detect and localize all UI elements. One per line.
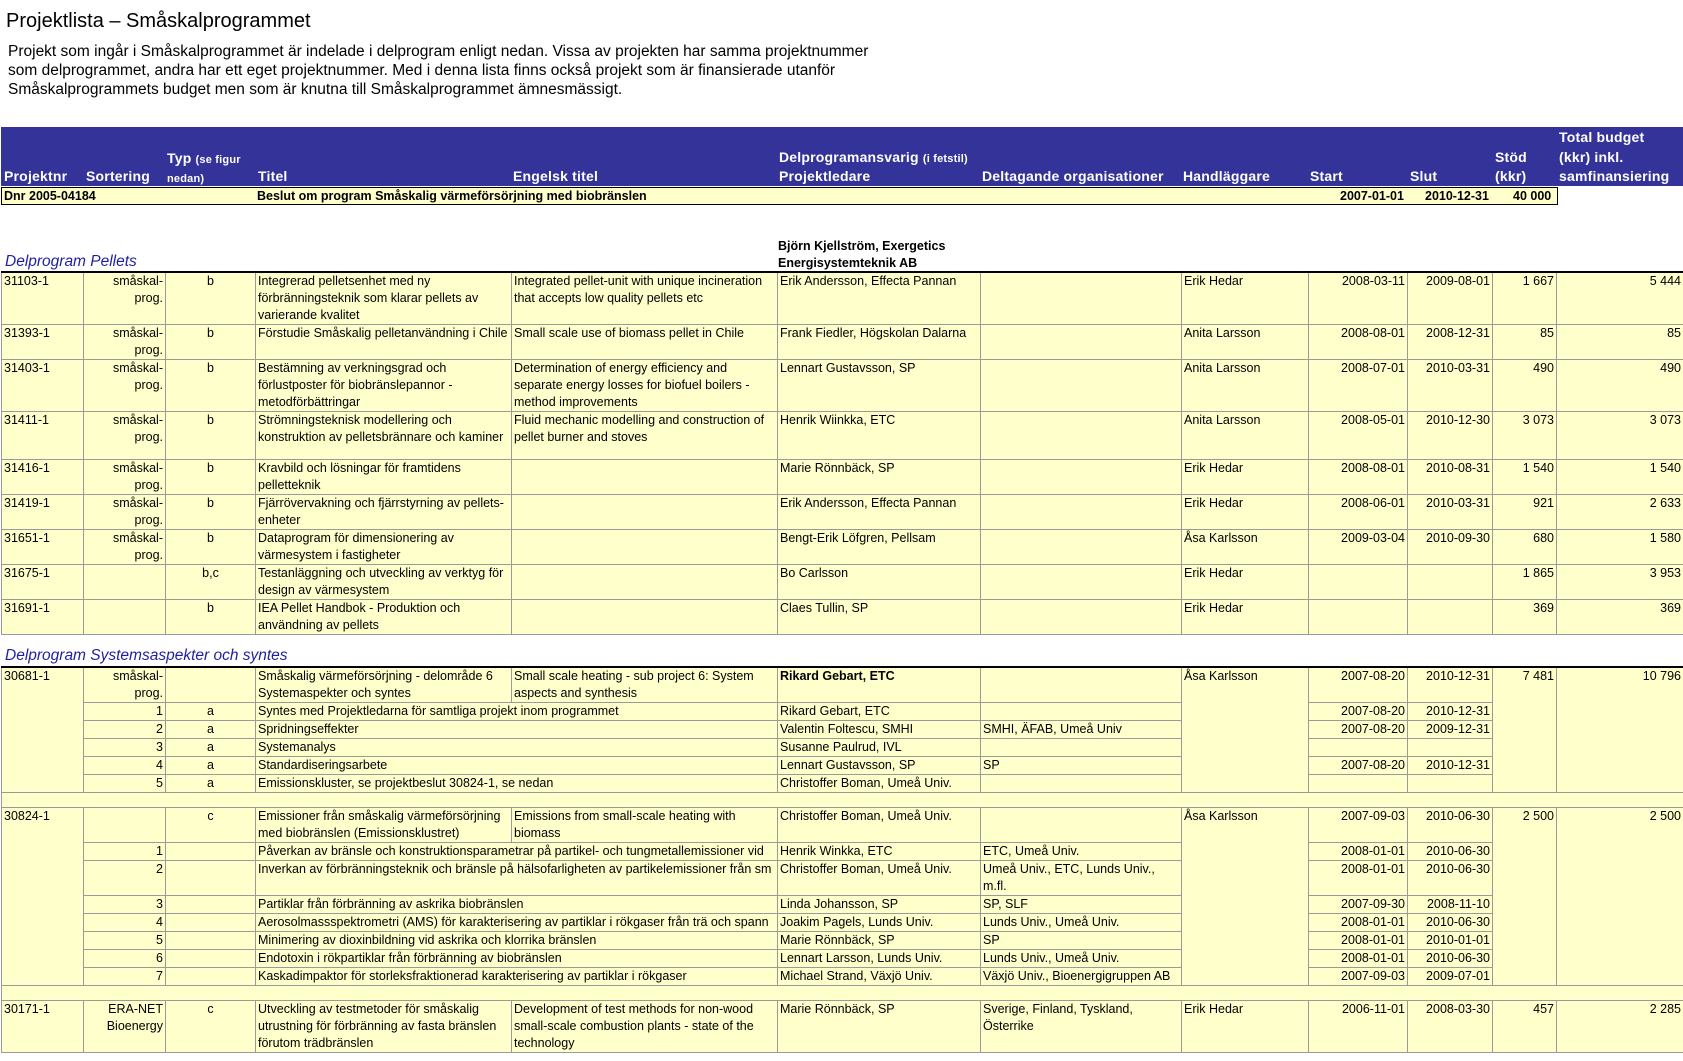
cell-handlaggare: Erik Hedar xyxy=(1182,272,1309,325)
col-total-2: (kkr) inkl. xyxy=(1559,149,1624,165)
cell-slut: 2009-08-01 xyxy=(1408,272,1493,325)
cell-sortering: småskal-prog. xyxy=(84,460,166,495)
cell-typ xyxy=(166,667,256,703)
cell-projektledare: Michael Strand, Växjö Univ. xyxy=(778,968,981,986)
cell-start: 2008-06-01 xyxy=(1309,495,1408,530)
table-sub-row xyxy=(2,950,1683,968)
cell-start: 2009-03-04 xyxy=(1309,530,1408,565)
cell-projektledare: Marie Rönnbäck, SP xyxy=(778,460,981,495)
system-table xyxy=(1,666,1683,1053)
cell-stod: 3 073 xyxy=(1493,412,1557,460)
cell-deltagande: Lunds Univ., Umeå Univ. xyxy=(981,950,1182,968)
cell-typ: b xyxy=(166,412,256,460)
table-sub-row xyxy=(2,861,1683,896)
cell-typ: a xyxy=(166,775,256,793)
cell-projektledare: Marie Rönnbäck, SP xyxy=(778,932,981,950)
cell-typ xyxy=(166,932,256,950)
cell-deltagande xyxy=(981,272,1182,325)
table-sub-row xyxy=(2,896,1683,914)
col-typ-note2: nedan) xyxy=(167,173,205,185)
cell-projektledare: Erik Andersson, Effecta Pannan xyxy=(778,495,981,530)
cell-sortering: 7 xyxy=(84,968,166,986)
cell-slut: 2010-12-31 xyxy=(1408,703,1493,721)
cell-slut: 2010-01-01 xyxy=(1408,932,1493,950)
cell-stod: 7 481 xyxy=(1493,667,1557,793)
cell-projektnr: 31419-1 xyxy=(2,495,84,530)
cell-sortering: 2 xyxy=(84,861,166,896)
cell-projektledare: Christoffer Boman, Umeå Univ. xyxy=(778,808,981,843)
cell-projektledare: Frank Fiedler, Högskolan Dalarna xyxy=(778,325,981,360)
cell-engelsk-titel: Development of test methods for non-wood small-scale combustion plants - state of the technology xyxy=(512,1001,778,1053)
cell-slut xyxy=(1408,565,1493,600)
cell-titel: Förstudie Småskalig pelletanvändning i Chile xyxy=(256,325,512,360)
cell-total: 85 xyxy=(1557,325,1683,360)
col-delprog-note: (i fetstil) xyxy=(922,153,968,165)
cell-deltagande: Sverige, Finland, Tyskland, Österrike xyxy=(981,1001,1182,1053)
cell-projektledare: Bo Carlsson xyxy=(778,565,981,600)
cell-sortering: småskal-prog. xyxy=(84,272,166,325)
cell-total: 2 633 xyxy=(1557,495,1683,530)
cell-titel: Strömningsteknisk modellering och konstruktion av pelletsbrännare och kaminer xyxy=(256,412,512,460)
cell-deltagande xyxy=(981,460,1182,495)
cell-total: 369 xyxy=(1557,600,1683,635)
cell-typ xyxy=(166,914,256,932)
col-projektledare: Projektledare xyxy=(779,168,871,184)
col-delprogramansvarig: Delprogramansvarig (i fetstil) xyxy=(779,149,968,165)
cell-titel: Fjärrövervakning och fjärrstyrning av pellets-enheter xyxy=(256,495,512,530)
cell-slut: 2010-06-30 xyxy=(1408,843,1493,861)
page-title: Projektlista – Småskalprogrammet xyxy=(6,10,311,32)
cell-titel: Endotoxin i rökpartiklar från förbränning av biobränslen xyxy=(256,950,778,968)
cell-deltagande xyxy=(981,739,1182,757)
intro-line: som delprogrammet, andra har ett eget projektnummer. Med i denna lista finns också projekt som är finansierade utanför xyxy=(8,62,836,79)
cell-projektledare: Lennart Gustavsson, SP xyxy=(778,360,981,412)
intro-text xyxy=(8,42,868,99)
table-sub-row xyxy=(2,843,1683,861)
cell-total: 2 285 xyxy=(1557,1001,1683,1053)
cell-sortering: 5 xyxy=(84,932,166,950)
cell-total: 10 796 xyxy=(1557,667,1683,793)
cell-titel: Bestämning av verkningsgrad och förlustposter för biobränslepannor - metodförbättringar xyxy=(256,360,512,412)
cell-projektledare: Valentin Foltescu, SMHI xyxy=(778,721,981,739)
cell-titel: Systemanalys xyxy=(256,739,778,757)
col-typ-note: (se figur xyxy=(195,154,241,166)
cell-slut: 2008-03-30 xyxy=(1408,1001,1493,1053)
col-slut: Slut xyxy=(1410,168,1438,184)
cell-typ xyxy=(166,968,256,986)
table-header xyxy=(1,127,1683,186)
cell-titel: Minimering av dioxinbildning vid askrika och klorrika bränslen xyxy=(256,932,778,950)
cell-sortering: småskal-prog. xyxy=(84,530,166,565)
cell-engelsk-titel xyxy=(512,495,778,530)
cell-slut xyxy=(1408,775,1493,793)
cell-start xyxy=(1309,600,1408,635)
table-row xyxy=(2,412,1683,460)
cell-deltagande: SP xyxy=(981,932,1182,950)
cell-engelsk-titel xyxy=(512,600,778,635)
cell-stod: 921 xyxy=(1493,495,1557,530)
cell-total: 5 444 xyxy=(1557,272,1683,325)
cell-titel: Emissioner från småskalig värmeförsörjning med biobränslen (Emissionsklustret) xyxy=(256,808,512,843)
cell-stod: 680 xyxy=(1493,530,1557,565)
cell-deltagande xyxy=(981,775,1182,793)
cell-titel: Testanläggning och utveckling av verktyg för design av värmesystem xyxy=(256,565,512,600)
cell-sortering xyxy=(84,565,166,600)
cell-titel: Utveckling av testmetoder för småskalig utrustning för förbränning av fasta bränslen förutom trädbränslen xyxy=(256,1001,512,1053)
cell-projektnr: 30824-1 xyxy=(2,808,84,986)
cell-stod: 1 667 xyxy=(1493,272,1557,325)
cell-projektnr: 30681-1 xyxy=(2,667,84,793)
cell-handlaggare: Erik Hedar xyxy=(1182,600,1309,635)
cell-projektnr: 31416-1 xyxy=(2,460,84,495)
cell-typ: b xyxy=(166,460,256,495)
cell-titel: Aerosolmassspektrometri (AMS) för karakterisering av partiklar i rökgaser från trä och spann xyxy=(256,914,778,932)
cell-start: 2008-01-01 xyxy=(1309,932,1408,950)
cell-projektnr: 31403-1 xyxy=(2,360,84,412)
cell-projektnr: 31393-1 xyxy=(2,325,84,360)
cell-deltagande: Lunds Univ., Umeå Univ. xyxy=(981,914,1182,932)
cell-typ: a xyxy=(166,721,256,739)
table-sub-row xyxy=(2,775,1683,793)
cell-titel: Småskalig värmeförsörjning - delområde 6 Systemaspekter och syntes xyxy=(256,667,512,703)
cell-deltagande xyxy=(981,530,1182,565)
cell-start: 2008-08-01 xyxy=(1309,460,1408,495)
cell-handlaggare: Erik Hedar xyxy=(1182,565,1309,600)
table-sub-row xyxy=(2,968,1683,986)
cell-slut: 2010-12-31 xyxy=(1408,667,1493,703)
table-row xyxy=(2,325,1683,360)
cell-deltagande xyxy=(981,565,1182,600)
cell-engelsk-titel: Emissions from small-scale heating with biomass xyxy=(512,808,778,843)
spacer-cell xyxy=(2,986,1683,1001)
cell-total: 1 540 xyxy=(1557,460,1683,495)
cell-projektledare: Lennart Larsson, Lunds Univ. xyxy=(778,950,981,968)
cell-engelsk-titel: Small scale heating - sub project 6: System aspects and synthesis xyxy=(512,667,778,703)
cell-titel: Integrerad pelletsenhet med ny förbränningsteknik som klarar pellets av varierande kvalitet xyxy=(256,272,512,325)
cell-projektledare: Claes Tullin, SP xyxy=(778,600,981,635)
col-titel: Titel xyxy=(258,168,288,184)
cell-projektnr: 31411-1 xyxy=(2,412,84,460)
cell-deltagande: Umeå Univ., ETC, Lunds Univ., m.fl. xyxy=(981,861,1182,896)
cell-start: 2007-09-30 xyxy=(1309,896,1408,914)
table-sub-row xyxy=(2,932,1683,950)
table-row xyxy=(2,530,1683,565)
cell-start: 2008-05-01 xyxy=(1309,412,1408,460)
dnr-row xyxy=(1,187,1558,205)
table-row xyxy=(2,808,1683,843)
cell-slut: 2008-12-31 xyxy=(1408,325,1493,360)
cell-slut xyxy=(1408,739,1493,757)
cell-typ: c xyxy=(166,808,256,843)
table-row xyxy=(2,565,1683,600)
col-stod: Stöd xyxy=(1495,149,1527,165)
table-row xyxy=(2,272,1683,325)
cell-stod: 85 xyxy=(1493,325,1557,360)
cell-typ: b xyxy=(166,272,256,325)
cell-titel: Kaskadimpaktor för storleksfraktionerad karakterisering av partiklar i rökgaser xyxy=(256,968,778,986)
cell-titel: Kravbild och lösningar för framtidens pelletteknik xyxy=(256,460,512,495)
cell-engelsk-titel: Fluid mechanic modelling and construction of pellet burner and stoves xyxy=(512,412,778,460)
pellets-leader-2: Energisystemteknik AB xyxy=(778,256,918,270)
cell-sortering: småskal-prog. xyxy=(84,360,166,412)
cell-stod: 1 540 xyxy=(1493,460,1557,495)
cell-typ xyxy=(166,861,256,896)
table-sub-row xyxy=(2,721,1683,739)
cell-start xyxy=(1309,565,1408,600)
cell-deltagande xyxy=(981,667,1182,703)
cell-deltagande xyxy=(981,495,1182,530)
table-row xyxy=(2,495,1683,530)
cell-projektnr: 31103-1 xyxy=(2,272,84,325)
cell-start: 2008-01-01 xyxy=(1309,861,1408,896)
table-sub-row xyxy=(2,757,1683,775)
cell-handlaggare: Åsa Karlsson xyxy=(1182,530,1309,565)
cell-start: 2007-08-20 xyxy=(1309,667,1408,703)
cell-typ: a xyxy=(166,739,256,757)
cell-handlaggare: Åsa Karlsson xyxy=(1182,808,1309,986)
pellets-table xyxy=(1,271,1683,635)
cell-sortering: småskal-prog. xyxy=(84,325,166,360)
cell-slut: 2010-12-30 xyxy=(1408,412,1493,460)
col-total-3: samfinansiering xyxy=(1559,168,1670,184)
cell-projektledare: Linda Johansson, SP xyxy=(778,896,981,914)
cell-start: 2008-07-01 xyxy=(1309,360,1408,412)
cell-total: 3 073 xyxy=(1557,412,1683,460)
cell-typ: a xyxy=(166,757,256,775)
cell-start: 2008-01-01 xyxy=(1309,914,1408,932)
cell-sortering: 1 xyxy=(84,703,166,721)
table-sub-row xyxy=(2,703,1683,721)
cell-slut: 2008-11-10 xyxy=(1408,896,1493,914)
cell-slut: 2009-07-01 xyxy=(1408,968,1493,986)
cell-deltagande: SMHI, ÄFAB, Umeå Univ xyxy=(981,721,1182,739)
col-stod-unit: (kkr) xyxy=(1495,168,1527,184)
cell-titel: Inverkan av förbränningsteknik och bränsle på hälsofarligheten av partikelemissioner från sm xyxy=(256,861,778,896)
cell-deltagande: SP xyxy=(981,757,1182,775)
cell-stod: 1 865 xyxy=(1493,565,1557,600)
cell-handlaggare: Anita Larsson xyxy=(1182,325,1309,360)
cell-stod: 369 xyxy=(1493,600,1557,635)
dnr-number: Dnr 2005-04184 xyxy=(4,189,96,203)
cell-titel: Standardiseringsarbete xyxy=(256,757,778,775)
cell-typ: b,c xyxy=(166,565,256,600)
cell-stod: 490 xyxy=(1493,360,1557,412)
dnr-start: 2007-01-01 xyxy=(1340,189,1404,203)
cell-slut: 2010-06-30 xyxy=(1408,861,1493,896)
cell-typ: b xyxy=(166,600,256,635)
cell-engelsk-titel xyxy=(512,565,778,600)
table-row xyxy=(2,600,1683,635)
cell-handlaggare: Erik Hedar xyxy=(1182,1001,1309,1053)
cell-typ: c xyxy=(166,1001,256,1053)
cell-titel: Påverkan av bränsle och konstruktionsparametrar på partikel- och tungmetallemissioner vid xyxy=(256,843,778,861)
cell-start: 2007-08-20 xyxy=(1309,703,1408,721)
cell-start: 2008-01-01 xyxy=(1309,843,1408,861)
cell-typ xyxy=(166,896,256,914)
cell-slut: 2010-06-30 xyxy=(1408,950,1493,968)
cell-deltagande xyxy=(981,703,1182,721)
spacer-row xyxy=(2,986,1683,1001)
cell-projektledare: Rikard Gebart, ETC xyxy=(778,667,981,703)
dnr-title: Beslut om program Småskalig värmeförsörjning med biobränslen xyxy=(257,189,647,203)
cell-typ: b xyxy=(166,495,256,530)
cell-total: 490 xyxy=(1557,360,1683,412)
cell-engelsk-titel xyxy=(512,530,778,565)
col-total: Total budget xyxy=(1559,129,1645,145)
cell-typ xyxy=(166,950,256,968)
cell-engelsk-titel: Integrated pellet-unit with unique incineration that accepts low quality pellets etc xyxy=(512,272,778,325)
cell-projektledare: Erik Andersson, Effecta Pannan xyxy=(778,272,981,325)
col-sortering: Sortering xyxy=(86,168,151,184)
cell-sortering: 2 xyxy=(84,721,166,739)
cell-deltagande xyxy=(981,360,1182,412)
cell-sortering: 4 xyxy=(84,914,166,932)
cell-sortering: småskal-prog. xyxy=(84,495,166,530)
cell-sortering xyxy=(84,600,166,635)
cell-engelsk-titel: Small scale use of biomass pellet in Chile xyxy=(512,325,778,360)
cell-handlaggare: Erik Hedar xyxy=(1182,460,1309,495)
spacer-row xyxy=(2,793,1683,808)
dnr-slut: 2010-12-31 xyxy=(1425,189,1489,203)
cell-typ: b xyxy=(166,325,256,360)
table-sub-row xyxy=(2,914,1683,932)
cell-titel: Partiklar från förbränning av askrika biobränslen xyxy=(256,896,778,914)
cell-typ: a xyxy=(166,703,256,721)
col-engelsk-titel: Engelsk titel xyxy=(513,168,599,184)
cell-deltagande: ETC, Umeå Univ. xyxy=(981,843,1182,861)
cell-slut: 2010-09-30 xyxy=(1408,530,1493,565)
cell-deltagande xyxy=(981,600,1182,635)
cell-projektledare: Christoffer Boman, Umeå Univ. xyxy=(778,775,981,793)
cell-typ: b xyxy=(166,360,256,412)
cell-stod: 457 xyxy=(1493,1001,1557,1053)
cell-deltagande: Växjö Univ., Bioenergigruppen AB xyxy=(981,968,1182,986)
cell-slut: 2010-03-31 xyxy=(1408,360,1493,412)
cell-slut: 2010-06-30 xyxy=(1408,914,1493,932)
cell-projektledare: Marie Rönnbäck, SP xyxy=(778,1001,981,1053)
cell-start: 2008-08-01 xyxy=(1309,325,1408,360)
cell-engelsk-titel: Determination of energy efficiency and separate energy losses for biofuel boilers - method improvements xyxy=(512,360,778,412)
cell-handlaggare: Anita Larsson xyxy=(1182,360,1309,412)
cell-start: 2008-03-11 xyxy=(1309,272,1408,325)
cell-projektledare: Joakim Pagels, Lunds Univ. xyxy=(778,914,981,932)
cell-sortering xyxy=(84,808,166,843)
spacer-cell xyxy=(2,793,1683,808)
cell-start: 2008-01-01 xyxy=(1309,950,1408,968)
cell-deltagande xyxy=(981,808,1182,843)
section-title-pellets: Delprogram Pellets xyxy=(5,253,137,270)
table-row xyxy=(2,460,1683,495)
cell-start: 2007-09-03 xyxy=(1309,968,1408,986)
cell-sortering: 4 xyxy=(84,757,166,775)
cell-typ xyxy=(166,843,256,861)
pellets-leader-1: Björn Kjellström, Exergetics xyxy=(778,239,946,253)
cell-start xyxy=(1309,739,1408,757)
cell-projektledare: Susanne Paulrud, IVL xyxy=(778,739,981,757)
table-sub-row xyxy=(2,739,1683,757)
cell-total: 3 953 xyxy=(1557,565,1683,600)
cell-total: 1 580 xyxy=(1557,530,1683,565)
cell-sortering: 1 xyxy=(84,843,166,861)
cell-projektnr: 31651-1 xyxy=(2,530,84,565)
cell-sortering: 3 xyxy=(84,739,166,757)
cell-projektledare: Lennart Gustavsson, SP xyxy=(778,757,981,775)
section-title-system: Delprogram Systemsaspekter och syntes xyxy=(5,647,288,664)
cell-sortering: småskal-prog. xyxy=(84,667,166,703)
cell-deltagande xyxy=(981,325,1182,360)
cell-start: 2007-08-20 xyxy=(1309,757,1408,775)
col-typ: Typ (se figur xyxy=(167,150,241,166)
cell-handlaggare: Anita Larsson xyxy=(1182,412,1309,460)
col-start: Start xyxy=(1310,168,1343,184)
cell-sortering: 6 xyxy=(84,950,166,968)
cell-deltagande: SP, SLF xyxy=(981,896,1182,914)
cell-start: 2007-08-20 xyxy=(1309,721,1408,739)
cell-projektledare: Henrik Winkka, ETC xyxy=(778,843,981,861)
cell-stod: 2 500 xyxy=(1493,808,1557,986)
cell-sortering: småskal-prog. xyxy=(84,412,166,460)
cell-typ: b xyxy=(166,530,256,565)
cell-start: 2006-11-01 xyxy=(1309,1001,1408,1053)
cell-sortering: 5 xyxy=(84,775,166,793)
dnr-stod: 40 000 xyxy=(1513,189,1552,203)
intro-line: Projekt som ingår i Småskalprogrammet är indelade i delprogram enligt nedan. Vissa av projekten har samma projektnummer xyxy=(8,43,869,60)
cell-slut: 2010-03-31 xyxy=(1408,495,1493,530)
cell-titel: Syntes med Projektledarna för samtliga projekt inom programmet xyxy=(256,703,778,721)
cell-projektledare: Bengt-Erik Löfgren, Pellsam xyxy=(778,530,981,565)
cell-start xyxy=(1309,775,1408,793)
table-row xyxy=(2,1001,1683,1053)
table-row xyxy=(2,667,1683,703)
cell-deltagande xyxy=(981,412,1182,460)
cell-engelsk-titel xyxy=(512,460,778,495)
cell-total: 2 500 xyxy=(1557,808,1683,986)
col-projektnr: Projektnr xyxy=(4,168,68,184)
cell-projektnr: 30171-1 xyxy=(2,1001,84,1053)
cell-slut: 2009-12-31 xyxy=(1408,721,1493,739)
cell-titel: Dataprogram för dimensionering av värmesystem i fastigheter xyxy=(256,530,512,565)
cell-start: 2007-09-03 xyxy=(1309,808,1408,843)
cell-slut: 2010-08-31 xyxy=(1408,460,1493,495)
col-deltagande: Deltagande organisationer xyxy=(982,168,1164,184)
cell-projektledare: Rikard Gebart, ETC xyxy=(778,703,981,721)
cell-projektnr: 31691-1 xyxy=(2,600,84,635)
table-row xyxy=(2,360,1683,412)
cell-slut xyxy=(1408,600,1493,635)
cell-sortering: ERA-NET Bioenergy xyxy=(84,1001,166,1053)
cell-slut: 2010-12-31 xyxy=(1408,757,1493,775)
cell-titel: Spridningseffekter xyxy=(256,721,778,739)
cell-titel: Emissionskluster, se projektbeslut 30824-1, se nedan xyxy=(256,775,778,793)
cell-handlaggare: Åsa Karlsson xyxy=(1182,667,1309,793)
cell-slut: 2010-06-30 xyxy=(1408,808,1493,843)
intro-line: Småskalprogrammets budget men som är knutna till Småskalprogrammet ämnesmässigt. xyxy=(8,81,623,98)
col-handlaggare: Handläggare xyxy=(1183,168,1270,184)
cell-handlaggare: Erik Hedar xyxy=(1182,495,1309,530)
cell-projektledare: Henrik Wiinkka, ETC xyxy=(778,412,981,460)
cell-projektledare: Christoffer Boman, Umeå Univ. xyxy=(778,861,981,896)
cell-sortering: 3 xyxy=(84,896,166,914)
cell-projektnr: 31675-1 xyxy=(2,565,84,600)
cell-titel: IEA Pellet Handbok - Produktion och användning av pellets xyxy=(256,600,512,635)
